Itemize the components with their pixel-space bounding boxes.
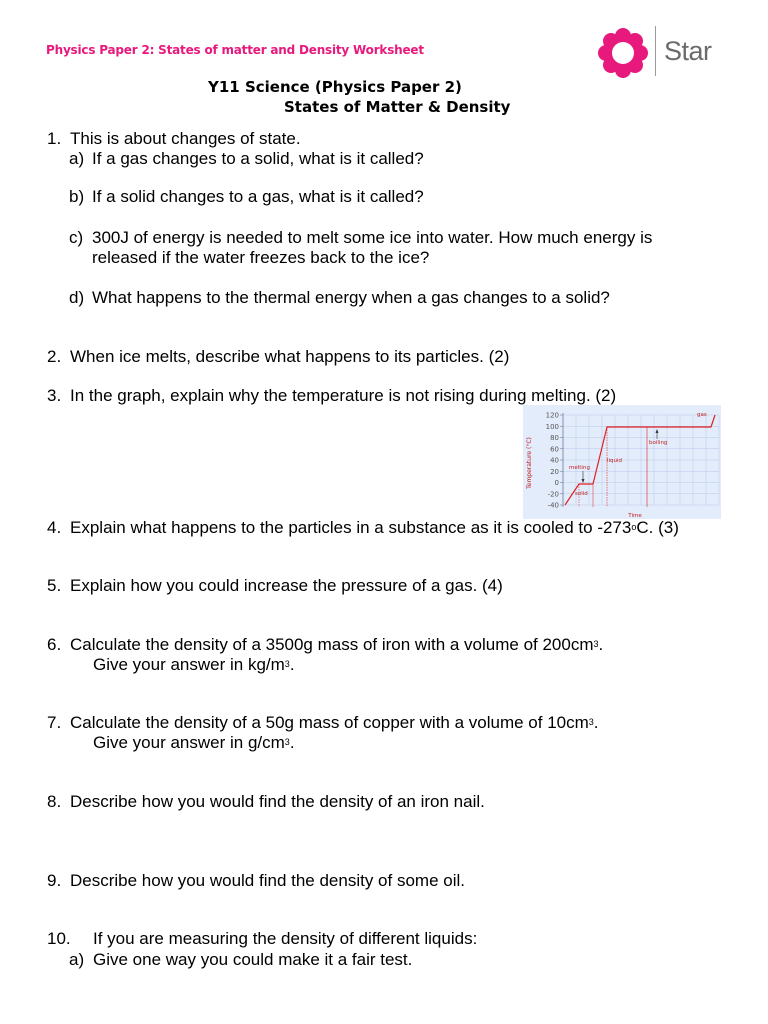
y-tick-label: 120 — [545, 411, 559, 420]
q1-text: This is about changes of state. — [70, 129, 301, 148]
graph-label-gas: gas — [697, 412, 707, 418]
q10a-text: Give one way you could make it a fair test. — [93, 950, 413, 969]
q4-number: 4. — [47, 518, 62, 537]
y-tick-label: -20 — [547, 490, 559, 499]
q6-text-line1 — [70, 635, 603, 655]
q5-text: Explain how you could increase the pressure of a gas. (4) — [70, 576, 503, 595]
graph-label-solid: solid — [575, 491, 588, 497]
q1b-label: b) — [69, 187, 85, 206]
y-tick-label: 100 — [545, 422, 559, 431]
q1b-text: If a solid changes to a gas, what is it called? — [92, 187, 424, 206]
q4-text-post: C. (3) — [636, 518, 679, 537]
heating-curve-graph — [523, 405, 721, 519]
y-axis-label: Temperature (°C) — [526, 437, 533, 489]
q10-text: If you are measuring the density of different liquids: — [93, 929, 478, 948]
logo-divider — [655, 26, 656, 76]
q4-text — [70, 518, 679, 538]
q8-text: Describe how you would find the density of an iron nail. — [70, 792, 485, 811]
q5-number: 5. — [47, 576, 62, 595]
q1-number: 1. — [47, 129, 62, 148]
q6-line2-pre: Give your answer in kg/m — [93, 655, 285, 674]
q7-text-line2 — [93, 733, 295, 753]
graph-label-boiling: boiling — [649, 440, 668, 446]
q6-line1-post: . — [598, 635, 604, 654]
graph-label-liquid: liquid — [607, 458, 623, 464]
q6-text-line2 — [93, 655, 295, 675]
q7-line2-post: . — [289, 733, 295, 752]
q8-number: 8. — [47, 792, 62, 811]
page-subtitle: States of Matter & Density — [284, 98, 511, 116]
q1c-text-line1: 300J of energy is needed to melt some ice into water. How much energy is — [92, 228, 653, 247]
star-logo — [598, 24, 724, 78]
q3-text: In the graph, explain why the temperature is not rising during melting. (2) — [70, 386, 617, 405]
y-tick-label: -40 — [547, 501, 559, 510]
q9-text: Describe how you would find the density of some oil. — [70, 871, 465, 890]
y-tick-label: 0 — [554, 479, 559, 487]
q7-line1-pre: Calculate the density of a 50g mass of copper with a volume of 10cm — [70, 713, 589, 732]
q3-number: 3. — [47, 386, 62, 405]
q4-degree-sup: o — [631, 522, 637, 532]
worksheet-label: Physics Paper 2: States of matter and Density Worksheet — [46, 43, 424, 57]
q7-number: 7. — [47, 713, 62, 732]
y-tick-label: 20 — [550, 467, 559, 476]
q10a-label: a) — [69, 950, 85, 969]
q2-number: 2. — [47, 347, 62, 366]
y-tick-label: 60 — [550, 445, 559, 454]
q1d-text: What happens to the thermal energy when a gas changes to a solid? — [92, 288, 610, 307]
y-tick-label: 80 — [550, 434, 559, 442]
q1a-label: a) — [69, 149, 85, 168]
q6-line1-pre: Calculate the density of a 3500g mass of iron with a volume of 200cm — [70, 635, 594, 654]
page-title: Y11 Science (Physics Paper 2) — [208, 78, 462, 96]
q1d-label: d) — [69, 288, 85, 307]
q1c-label: c) — [69, 228, 84, 247]
q1c-text-line2: released if the water freezes back to the ice? — [92, 248, 430, 267]
q1a-text: If a gas changes to a solid, what is it called? — [92, 149, 424, 168]
q7-line2-sup: 3 — [284, 737, 290, 747]
star-logo-icon — [598, 28, 648, 78]
q7-line2-pre: Give your answer in g/cm — [93, 733, 285, 752]
q9-number: 9. — [47, 871, 62, 890]
q7-line1-sup: 3 — [588, 717, 594, 727]
q6-line1-sup: 3 — [593, 639, 599, 649]
logo-text: Star — [664, 36, 712, 66]
q7-text-line1 — [70, 713, 599, 733]
q6-line2-sup: 3 — [284, 659, 290, 669]
q6-line2-post: . — [289, 655, 295, 674]
q7-line1-post: . — [593, 713, 599, 732]
q10-number: 10. — [47, 929, 71, 948]
x-axis-label: Time — [628, 513, 642, 519]
q4-text-pre: Explain what happens to the particles in a substance as it is cooled to -273 — [70, 518, 632, 537]
q6-number: 6. — [47, 635, 62, 654]
graph-label-melting: melting — [569, 465, 590, 471]
q2-text: When ice melts, describe what happens to its particles. (2) — [70, 347, 510, 366]
y-tick-label: 40 — [550, 456, 559, 465]
